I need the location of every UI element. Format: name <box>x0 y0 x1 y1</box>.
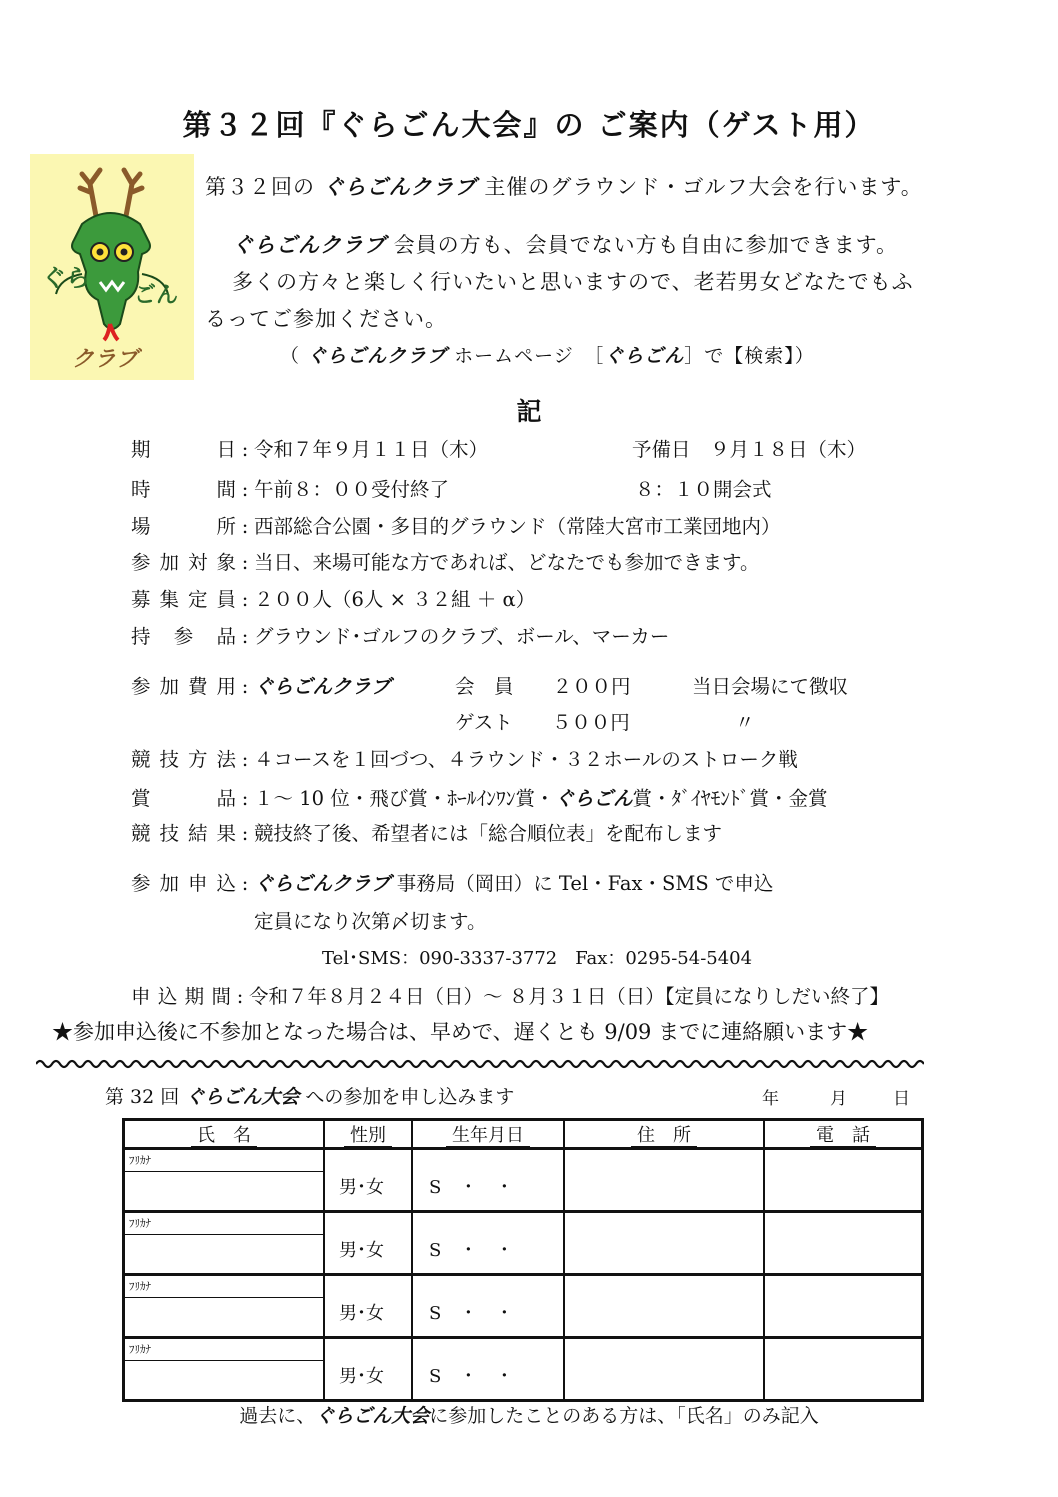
intro-line-4: るってご参加ください。 <box>205 307 447 331</box>
birthdate-cell[interactable]: S ・ ・ <box>412 1275 564 1338</box>
brand-name: ぐらごん大会 <box>315 1405 430 1427</box>
form-day: 日 <box>893 1089 910 1109</box>
gender-cell[interactable]: 男･女 <box>324 1275 412 1338</box>
gender-cell[interactable]: 男･女 <box>324 1212 412 1275</box>
birthdate-cell[interactable]: S ・ ・ <box>412 1338 564 1401</box>
header-birthdate: 生年月日 <box>412 1120 564 1149</box>
name-cell[interactable]: ﾌﾘｶﾅ <box>124 1212 325 1275</box>
detail-reserve-date: 予備日 ９月１８日（木） <box>632 438 867 461</box>
form-month: 月 <box>830 1089 847 1109</box>
detail-time: 時間 : 午前８：００受付終了 <box>131 478 450 501</box>
phone-cell[interactable] <box>764 1212 923 1275</box>
logo-text-club: クラブ <box>72 347 139 372</box>
address-cell[interactable] <box>564 1275 764 1338</box>
ki-heading: 記 <box>516 397 542 426</box>
club-logo <box>30 154 194 380</box>
logo-text-gon: ごん <box>134 283 179 308</box>
form-row <box>124 1149 923 1212</box>
address-cell[interactable] <box>564 1212 764 1275</box>
gender-cell[interactable]: 男･女 <box>324 1149 412 1212</box>
fee-member-note: 当日会場にて徴収 <box>692 675 849 698</box>
wavy-separator <box>36 1057 924 1071</box>
brand-name: ぐらごんクラブ <box>254 872 391 895</box>
brand-name: ぐらごんクラブ <box>232 233 386 257</box>
intro-line-1: 第３２回の ぐらごんクラブ 主催のグラウンド・ゴルフ大会を行います。 <box>205 175 923 199</box>
detail-target: 参加対象 : 当日、来場可能な方であれば、どなたでも参加できます。 <box>131 551 760 574</box>
detail-method: 競技方法 : ４コースを１回づつ、４ラウンド・３２ホールのストローク戦 <box>131 748 798 771</box>
detail-period: 申込期間 : 令和７年８月２４日（日）～ ８月３１日（日）【定員になりしだい終了】 <box>131 985 889 1008</box>
brand-name: ぐらごんクラブ <box>322 175 477 199</box>
address-cell[interactable] <box>564 1149 764 1212</box>
intro-line-3: 多くの方々と楽しく行いたいと思いますので、老若男女どなたでもふ <box>232 270 914 294</box>
form-row <box>124 1212 923 1275</box>
phone-cell[interactable] <box>764 1149 923 1212</box>
fee-guest-note: 〃 <box>735 711 755 734</box>
form-year: 年 <box>762 1089 779 1109</box>
footer-note: 過去に、ぐらごん大会に参加したことのある方は、「氏名」のみ記入 <box>239 1405 819 1427</box>
form-intro: 第 32 回 ぐらごん大会 への参加を申し込みます <box>105 1086 515 1108</box>
fee-guest: ゲスト ５００円 <box>455 711 630 734</box>
phone-cell[interactable] <box>764 1338 923 1401</box>
header-phone: 電 話 <box>764 1120 923 1149</box>
fee-member: 会 員 ２００円 <box>455 675 631 698</box>
detail-capacity: 募集定員 : ２００人（6人 × ３２組 ＋ α） <box>131 588 536 611</box>
detail-date: 期日 : 令和７年９月１１日（木） <box>131 438 489 461</box>
name-cell[interactable]: ﾌﾘｶﾅ <box>124 1149 325 1212</box>
detail-fee: 参加費用 : ぐらごんクラブ <box>131 675 391 698</box>
intro-line-5: （ ぐらごんクラブ ホームページ ［ぐらごん］で【検索】） <box>280 345 815 367</box>
notice: ★参加申込後に不参加となった場合は、早めで、遅くとも 9/09 までに連絡願います★ <box>52 1020 869 1044</box>
header-gender: 性別 <box>324 1120 412 1149</box>
intro-line-2: ぐらごんクラブ 会員の方も、会員でない方も自由に参加できます。 <box>232 233 899 257</box>
header-address: 住 所 <box>564 1120 764 1149</box>
brand-name: ぐらごんクラブ <box>254 675 391 698</box>
header-name: 氏 名 <box>124 1120 325 1149</box>
detail-opening: ８：１０開会式 <box>635 478 772 501</box>
apply-line-2: 定員になり次第〆切ます。 <box>254 910 487 933</box>
form-row <box>124 1338 923 1401</box>
name-cell[interactable]: ﾌﾘｶﾅ <box>124 1275 325 1338</box>
birthdate-cell[interactable]: S ・ ・ <box>412 1149 564 1212</box>
logo-text-gura: ぐら <box>42 264 90 292</box>
phone-cell[interactable] <box>764 1275 923 1338</box>
detail-items: 持参品 : グラウンド･ゴルフのクラブ、ボール、マーカー <box>131 625 670 648</box>
application-form-table <box>122 1118 924 1402</box>
detail-place: 場所 : 西部総合公園・多目的グラウンド（常陸大宮市工業団地内） <box>131 515 781 538</box>
detail-result: 競技結果 : 競技終了後、希望者には「総合順位表」を配布します <box>131 822 723 845</box>
detail-apply: 参加申込 : ぐらごんクラブ 事務局（岡田）に Tel・Fax・SMS で申込 <box>131 872 774 895</box>
address-cell[interactable] <box>564 1338 764 1401</box>
name-cell[interactable]: ﾌﾘｶﾅ <box>124 1338 325 1401</box>
detail-prize: 賞品 : １～ 10 位・飛び賞・ﾎｰﾙｲﾝﾜﾝ賞・ぐらごん賞・ﾀﾞｲﾔﾓﾝﾄﾞ賞・金賞 <box>131 787 828 810</box>
gender-cell[interactable]: 男･女 <box>324 1338 412 1401</box>
contact-numbers: Tel･SMS：090-3337-3772 Fax：0295-54-5404 <box>322 948 753 969</box>
form-row <box>124 1275 923 1338</box>
birthdate-cell[interactable]: S ・ ・ <box>412 1212 564 1275</box>
page-title: 第３２回『ぐらごん大会』の ご案内（ゲスト用） <box>182 108 876 142</box>
brand-name: ぐらごん大会 <box>185 1086 300 1108</box>
